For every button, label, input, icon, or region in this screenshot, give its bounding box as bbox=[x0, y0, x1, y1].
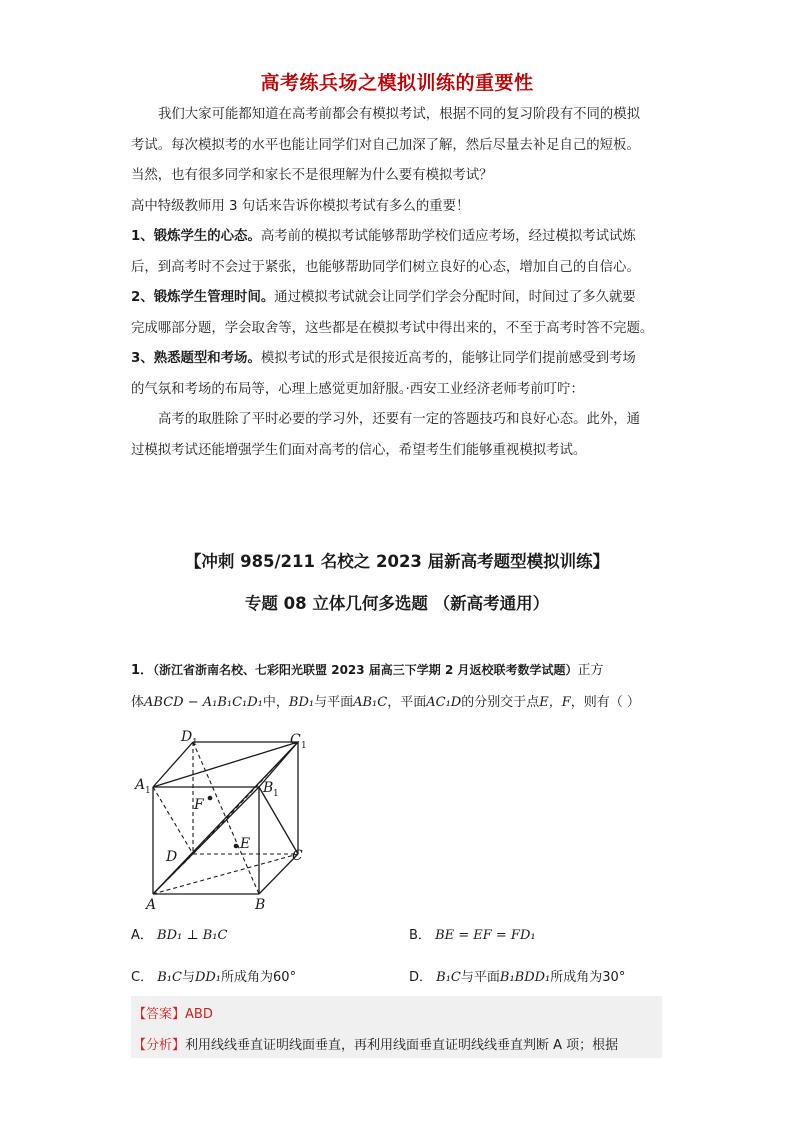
closing-line: 过模拟考试还能增强学生们面对高考的信心，希望考生们能够重视模拟考试。 bbox=[131, 442, 587, 458]
question-line-1 bbox=[131, 654, 671, 687]
point-2-heading: 2、锻炼学生管理时间。 bbox=[131, 290, 275, 305]
option-c-text: 所成角为 bbox=[221, 970, 274, 985]
intro-line: 当然，也有很多同学和家长不是很理解为什么要有模拟考试？ bbox=[131, 168, 493, 183]
option-d[interactable] bbox=[409, 966, 625, 985]
intro-line: 我们大家可能都知道在高考前都会有模拟考试，根据不同的复习阶段有不同的模拟 bbox=[158, 107, 641, 122]
plane-2-name: AC₁D bbox=[426, 695, 462, 710]
point-2-cont: 完成哪部分题，学会取舍等，这些都是在模拟考试中得出来的，不至于高考时答不完题。 bbox=[131, 320, 654, 336]
label-a1: A bbox=[135, 777, 146, 793]
question-text: 与平面 bbox=[314, 695, 354, 710]
label-b1: B bbox=[263, 780, 274, 796]
question-text: ，平面 bbox=[387, 695, 427, 710]
point-e-dot bbox=[234, 844, 239, 849]
closing-line: 高考的取胜除了平时必要的学习外，还要有一定的答题技巧和良好心态。此外，通 bbox=[158, 412, 641, 427]
question-text: ，则有（ ） bbox=[570, 695, 640, 710]
point-2-text: 通过模拟考试就会让同学们学会分配时间，时间过了多久就要 bbox=[274, 290, 636, 305]
intro-line: 高中特级教师用 3 句话来告诉你模拟考试有多么的重要！ bbox=[131, 198, 470, 214]
option-c[interactable] bbox=[131, 966, 296, 985]
option-d-text: B₁C bbox=[436, 970, 461, 985]
label-f: F bbox=[194, 797, 204, 813]
analysis-line bbox=[133, 1034, 618, 1053]
intro-line: 考试。每次模拟考的水平也能让同学们对自己加深了解，然后尽量去补足自己的短板。 bbox=[131, 137, 640, 153]
point-f-dot bbox=[208, 796, 213, 801]
option-d-text: B₁BDD₁ bbox=[499, 970, 551, 985]
option-a-text: BD₁ ⊥ B₁C bbox=[157, 928, 228, 943]
label-e: E bbox=[240, 836, 251, 852]
series-heading: 【冲刺 985/211 名校之 2023 届新高考题型模拟训练】 bbox=[184, 552, 610, 571]
label-c1: C bbox=[290, 732, 301, 748]
question-text: 正方 bbox=[577, 663, 604, 678]
diagonal-name: BD₁ bbox=[288, 695, 315, 710]
point-1-text: 高考前的模拟考试能够帮助学校们适应考场，经过模拟考试试炼 bbox=[260, 229, 636, 244]
point-1 bbox=[131, 222, 671, 253]
option-d-label: D． bbox=[409, 970, 433, 985]
point-3 bbox=[131, 344, 671, 375]
option-b-text: BE = EF = FD₁ bbox=[435, 928, 536, 943]
option-d-text: 所成角为 bbox=[550, 970, 603, 985]
answer-line bbox=[133, 1003, 213, 1022]
label-a: A bbox=[146, 897, 157, 913]
question-source: （浙江省浙南名校、七彩阳光联盟 2023 届高三下学期 2 月返校联考数学试题） bbox=[153, 663, 578, 677]
question-text: 的分别交于点 bbox=[461, 695, 540, 710]
option-c-text: B₁C bbox=[157, 970, 182, 985]
option-c-label: C． bbox=[131, 970, 154, 985]
intro-section bbox=[131, 100, 671, 466]
question-text: 中， bbox=[262, 695, 289, 710]
topic-heading: 专题 08 立体几何多选题 （新高考通用） bbox=[244, 594, 550, 613]
label-c: C bbox=[292, 848, 303, 864]
question-line-2 bbox=[131, 687, 671, 719]
option-a-label: A． bbox=[131, 928, 153, 943]
option-b[interactable] bbox=[409, 924, 536, 943]
cube-name: ABCD − A₁B₁C₁D₁ bbox=[144, 695, 263, 710]
question-text: 体 bbox=[131, 695, 145, 710]
option-d-angle: 30° bbox=[602, 970, 626, 985]
label-d1-sub: 1 bbox=[192, 738, 198, 748]
hidden-diagonal-a1d bbox=[153, 787, 193, 854]
points-name: E，F bbox=[539, 695, 571, 710]
label-b: B bbox=[255, 897, 266, 913]
answer-tag: 【答案】 bbox=[133, 1007, 186, 1022]
question-number: 1． bbox=[131, 663, 154, 678]
option-c-text: DD₁ bbox=[194, 970, 222, 985]
answer-value: ABD bbox=[185, 1007, 213, 1022]
point-1-heading: 1、锻炼学生的心态。 bbox=[131, 229, 261, 244]
analysis-tag: 【分析】 bbox=[133, 1038, 186, 1053]
point-2 bbox=[131, 283, 671, 314]
option-a[interactable] bbox=[131, 924, 227, 943]
analysis-text: 利用线线垂直证明线面垂直，再利用线面垂直证明线线垂直判断 A 项；根据 bbox=[185, 1038, 619, 1053]
option-c-angle: 60° bbox=[273, 970, 297, 985]
answer-box bbox=[131, 996, 662, 1058]
question-1 bbox=[131, 654, 671, 719]
option-c-text: 与 bbox=[181, 970, 195, 985]
label-d: D bbox=[166, 849, 178, 865]
point-3-text: 模拟考试的形式是很接近高考的，能够让同学们提前感受到考场 bbox=[260, 351, 636, 366]
cube-figure bbox=[131, 727, 321, 917]
label-b1-sub: 1 bbox=[273, 789, 279, 799]
page-title: 高考练兵场之模拟训练的重要性 bbox=[260, 72, 534, 94]
label-d1: D bbox=[181, 729, 193, 745]
point-3-cont: 的气氛和考场的布局等，心理上感觉更加舒服。·西安工业经济老师考前叮咛： bbox=[131, 381, 584, 397]
option-b-label: B． bbox=[409, 928, 431, 943]
label-c1-sub: 1 bbox=[301, 741, 307, 751]
point-3-heading: 3、熟悉题型和考场。 bbox=[131, 351, 261, 366]
option-d-text: 与平面 bbox=[460, 970, 500, 985]
label-a1-sub: 1 bbox=[145, 786, 151, 796]
plane-1-name: AB₁C bbox=[353, 695, 388, 710]
point-1-cont: 后，到高考时不会过于紧张，也能够帮助同学们树立良好的心态，增加自己的自信心。 bbox=[131, 259, 640, 275]
